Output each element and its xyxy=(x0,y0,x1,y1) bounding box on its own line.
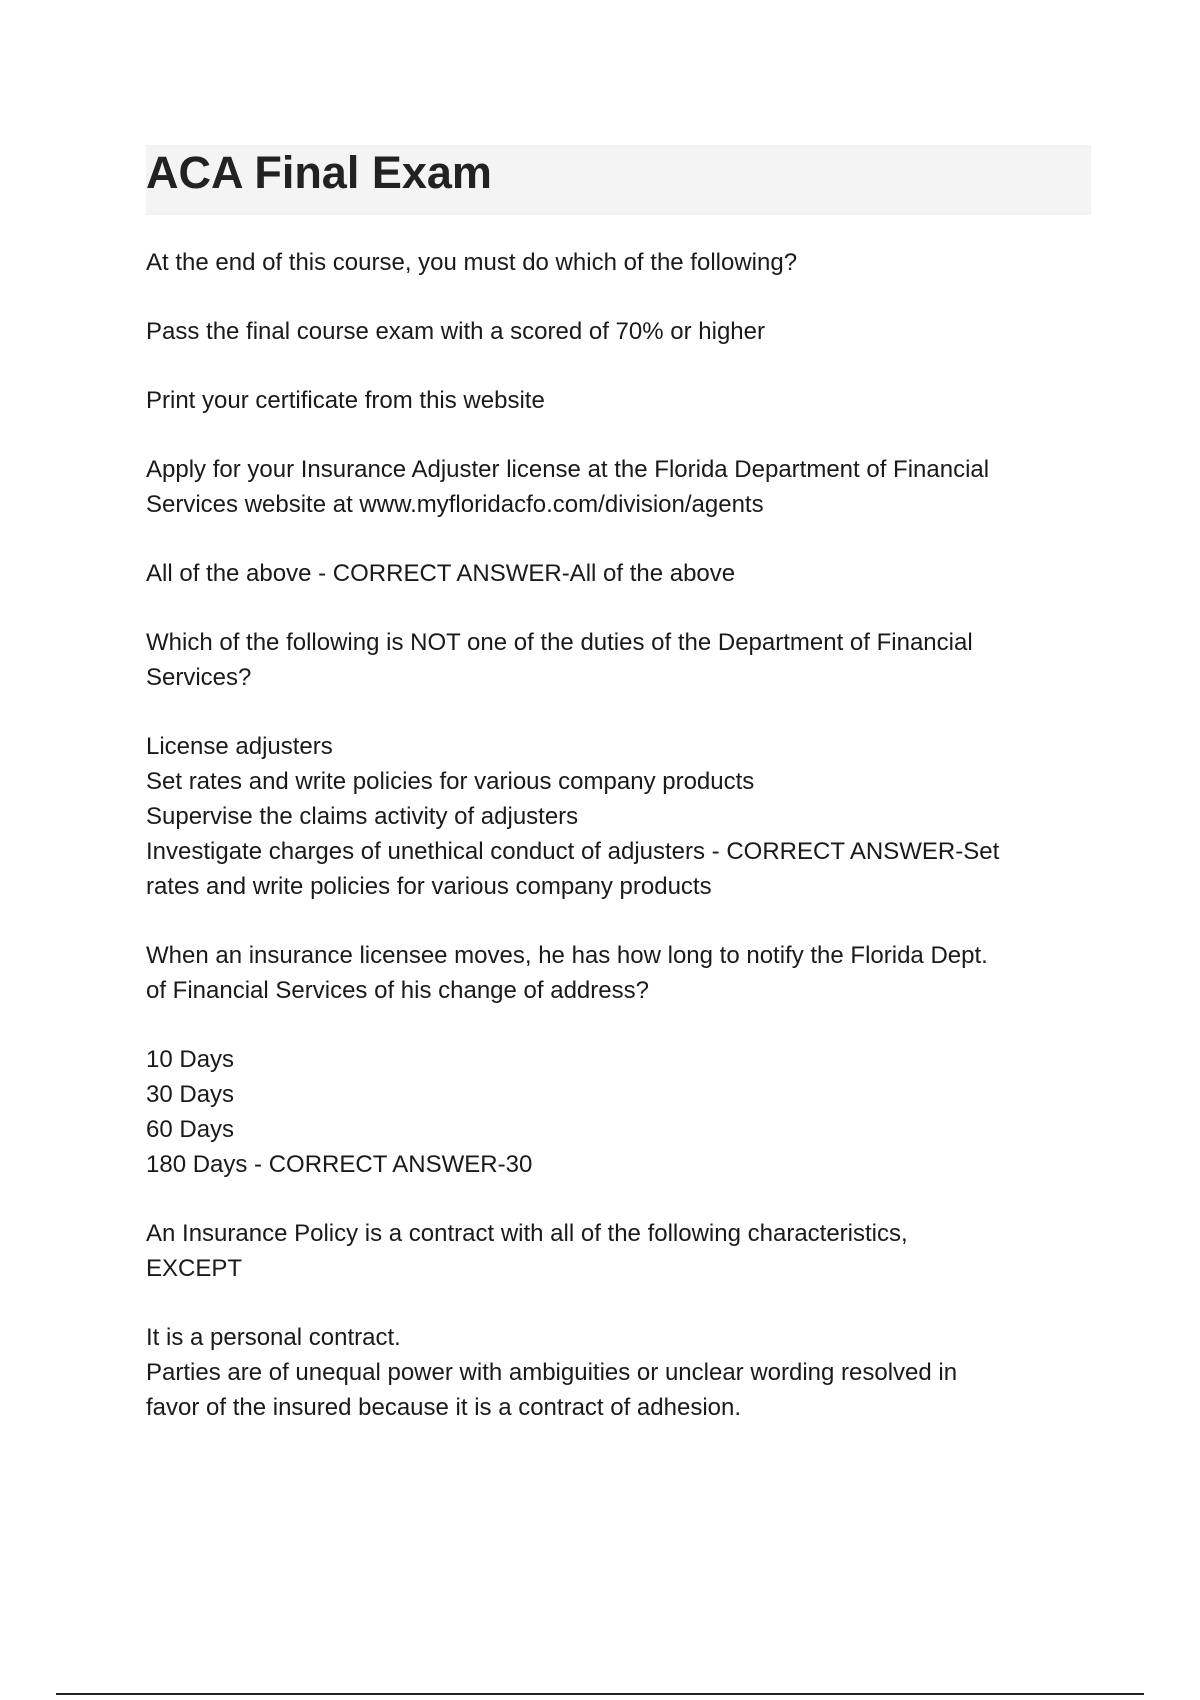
paragraph-options-3 xyxy=(146,1042,1096,1182)
text-line: It is a personal contract. xyxy=(146,1324,401,1351)
text-line: Set rates and write policies for various company products xyxy=(146,768,755,795)
document-body xyxy=(146,245,1096,1459)
text-line: 180 Days - CORRECT ANSWER-30 xyxy=(146,1151,533,1178)
text-line: An Insurance Policy is a contract with all of the following characteristics, xyxy=(146,1220,908,1247)
paragraph-question-3 xyxy=(146,938,1096,1008)
text-line: At the end of this course, you must do which of the following? xyxy=(146,249,798,276)
text-line: When an insurance licensee moves, he has how long to notify the Florida Dept. xyxy=(146,942,988,969)
page-title: ACA Final Exam xyxy=(146,147,492,198)
text-line: Parties are of unequal power with ambiguities or unclear wording resolved in xyxy=(146,1359,958,1386)
paragraph-option-3 xyxy=(146,452,1096,522)
text-line: Services website at www.myfloridacfo.com/division/agents xyxy=(146,491,764,518)
text-line: All of the above - CORRECT ANSWER-All of the above xyxy=(146,560,736,587)
paragraph-option-1 xyxy=(146,314,1096,349)
text-line: EXCEPT xyxy=(146,1255,243,1282)
text-line: Pass the final course exam with a scored of 70% or higher xyxy=(146,318,765,345)
text-line: favor of the insured because it is a contract of adhesion. xyxy=(146,1394,742,1421)
text-line: License adjusters xyxy=(146,733,333,760)
text-line: Services? xyxy=(146,664,252,691)
paragraph-question-2 xyxy=(146,625,1096,695)
footer-divider xyxy=(56,1693,1144,1695)
text-line: 30 Days xyxy=(146,1081,235,1108)
text-line: 10 Days xyxy=(146,1046,235,1073)
text-line: Print your certificate from this website xyxy=(146,387,545,414)
text-line: Investigate charges of unethical conduct of adjusters - CORRECT ANSWER-Set xyxy=(146,838,1000,865)
text-line: Which of the following is NOT one of the duties of the Department of Financial xyxy=(146,629,973,656)
paragraph-question-4 xyxy=(146,1216,1096,1286)
paragraph-question-1 xyxy=(146,245,1096,280)
text-line: 60 Days xyxy=(146,1116,235,1143)
text-line: Apply for your Insurance Adjuster license at the Florida Department of Financial xyxy=(146,456,990,483)
paragraph-options-2 xyxy=(146,729,1096,904)
paragraph-option-2 xyxy=(146,383,1096,418)
text-line: Supervise the claims activity of adjusters xyxy=(146,803,579,830)
paragraph-answer-1 xyxy=(146,556,1096,591)
paragraph-options-4 xyxy=(146,1320,1096,1425)
text-line: of Financial Services of his change of address? xyxy=(146,977,649,1004)
text-line: rates and write policies for various company products xyxy=(146,873,712,900)
